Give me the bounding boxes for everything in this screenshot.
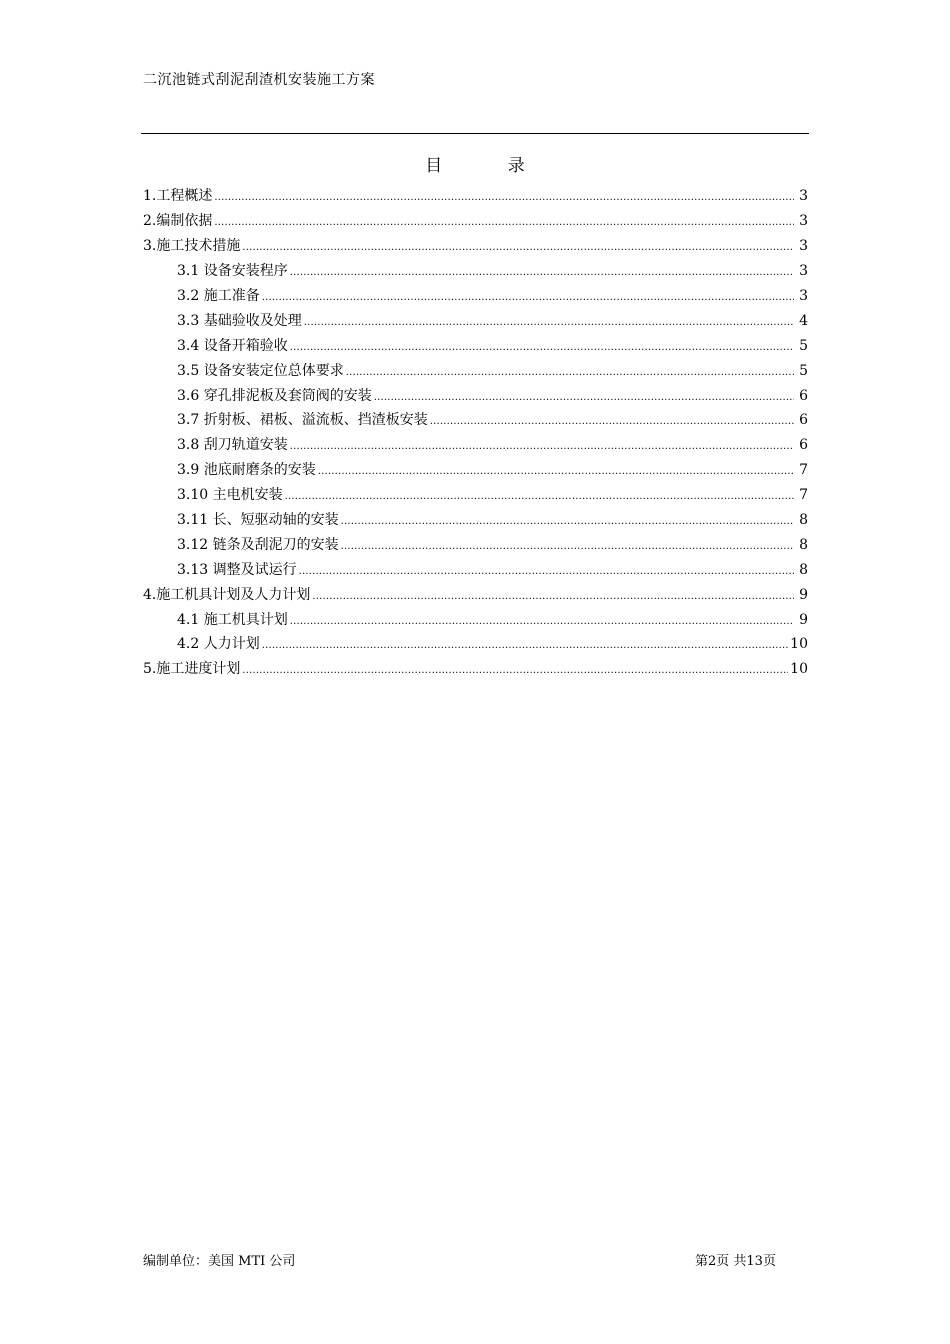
toc-entry[interactable] <box>143 284 808 309</box>
toc-entry-label: 4.1 施工机具计划 <box>177 611 288 628</box>
toc-entry-label: 2.编制依据 <box>143 213 213 230</box>
toc-dot-leader <box>341 538 794 552</box>
toc-entry-label: 3.施工技术措施 <box>143 238 241 255</box>
toc-dot-leader <box>299 563 794 577</box>
page-header-title: 二沉池链式刮泥刮渣机安装施工方案 <box>143 72 375 88</box>
toc-entry-page: 9 <box>799 586 808 603</box>
toc-entry[interactable] <box>143 557 808 582</box>
toc-entry[interactable] <box>143 234 808 259</box>
toc-entry[interactable] <box>143 358 808 383</box>
toc-entry-page: 5 <box>799 362 808 379</box>
toc-entry[interactable] <box>143 259 808 284</box>
toc-entry-page: 7 <box>799 487 808 504</box>
footer-organization: 编制单位：美国 MTI 公司 <box>143 1254 296 1269</box>
toc-dot-leader <box>318 463 794 477</box>
toc-entry-page: 6 <box>799 412 808 429</box>
toc-entry-label: 3.4 设备开箱验收 <box>177 337 288 354</box>
toc-entry-page: 6 <box>799 387 808 404</box>
toc-dot-leader <box>312 588 794 602</box>
header-divider <box>141 133 809 134</box>
toc-dot-leader <box>242 239 794 253</box>
toc-entry-page: 8 <box>799 536 808 553</box>
toc-entry[interactable] <box>143 483 808 508</box>
toc-entry-label: 1.工程概述 <box>143 188 213 205</box>
toc-entry-page: 10 <box>790 636 808 653</box>
toc-entry-page: 3 <box>799 263 808 280</box>
toc-dot-leader <box>374 389 794 403</box>
toc-entry-label: 3.5 设备安装定位总体要求 <box>177 362 344 379</box>
toc-dot-leader <box>290 613 794 627</box>
toc-dot-leader <box>242 662 788 676</box>
toc-entry-page: 10 <box>790 661 808 678</box>
toc-entry[interactable] <box>143 184 808 209</box>
toc-entry-page: 3 <box>799 188 808 205</box>
toc-entry-label: 3.11 长、短驱动轴的安装 <box>177 512 339 529</box>
toc-title: 目 录 <box>425 156 555 176</box>
toc-entry-page: 9 <box>799 611 808 628</box>
toc-dot-leader <box>214 189 794 203</box>
toc-entry-label: 3.10 主电机安装 <box>177 487 283 504</box>
table-of-contents <box>143 184 808 682</box>
toc-entry-page: 5 <box>799 337 808 354</box>
toc-entry-page: 6 <box>799 437 808 454</box>
toc-entry-label: 4.2 人力计划 <box>177 636 260 653</box>
toc-entry[interactable] <box>143 582 808 607</box>
toc-entry-page: 8 <box>799 512 808 529</box>
toc-entry[interactable] <box>143 383 808 408</box>
toc-entry-page: 3 <box>799 288 808 304</box>
toc-entry-label: 3.2 施工准备 <box>177 288 260 304</box>
toc-entry-label: 3.8 刮刀轨道安装 <box>177 437 288 454</box>
toc-entry-label: 3.13 调整及试运行 <box>177 561 297 578</box>
toc-dot-leader <box>430 413 794 427</box>
toc-entry[interactable] <box>143 657 808 682</box>
toc-entry[interactable] <box>143 333 808 358</box>
toc-entry[interactable] <box>143 458 808 483</box>
toc-entry-page: 3 <box>799 213 808 230</box>
toc-entry[interactable] <box>143 607 808 632</box>
toc-dot-leader <box>262 637 788 651</box>
toc-entry[interactable] <box>143 508 808 533</box>
toc-dot-leader <box>290 264 794 278</box>
toc-entry-page: 8 <box>799 561 808 578</box>
toc-entry-page: 4 <box>799 312 808 329</box>
toc-dot-leader <box>285 488 794 502</box>
toc-entry-label: 3.1 设备安装程序 <box>177 263 288 280</box>
toc-entry[interactable] <box>143 408 808 433</box>
toc-dot-leader <box>346 364 794 378</box>
toc-dot-leader <box>290 438 794 452</box>
toc-entry[interactable] <box>143 209 808 234</box>
toc-entry[interactable] <box>143 308 808 333</box>
toc-entry[interactable] <box>143 433 808 458</box>
footer-page-number: 第2页 共13页 <box>695 1254 776 1269</box>
toc-dot-leader <box>214 214 794 228</box>
toc-dot-leader <box>290 339 794 353</box>
toc-dot-leader <box>262 289 794 303</box>
toc-entry[interactable] <box>143 532 808 557</box>
toc-entry-label: 3.6 穿孔排泥板及套筒阀的安装 <box>177 387 372 404</box>
toc-entry-label: 3.7 折射板、裙板、溢流板、挡渣板安装 <box>177 412 428 429</box>
toc-dot-leader <box>304 314 794 328</box>
toc-entry-label: 3.9 池底耐磨条的安装 <box>177 462 316 479</box>
toc-entry[interactable] <box>143 632 808 657</box>
toc-entry-label: 3.3 基础验收及处理 <box>177 312 302 329</box>
toc-entry-label: 5.施工进度计划 <box>143 661 241 678</box>
toc-entry-page: 3 <box>799 238 808 255</box>
toc-entry-label: 4.施工机具计划及人力计划 <box>143 586 311 603</box>
toc-entry-label: 3.12 链条及刮泥刀的安装 <box>177 536 339 553</box>
toc-entry-page: 7 <box>799 462 808 479</box>
toc-dot-leader <box>341 513 794 527</box>
